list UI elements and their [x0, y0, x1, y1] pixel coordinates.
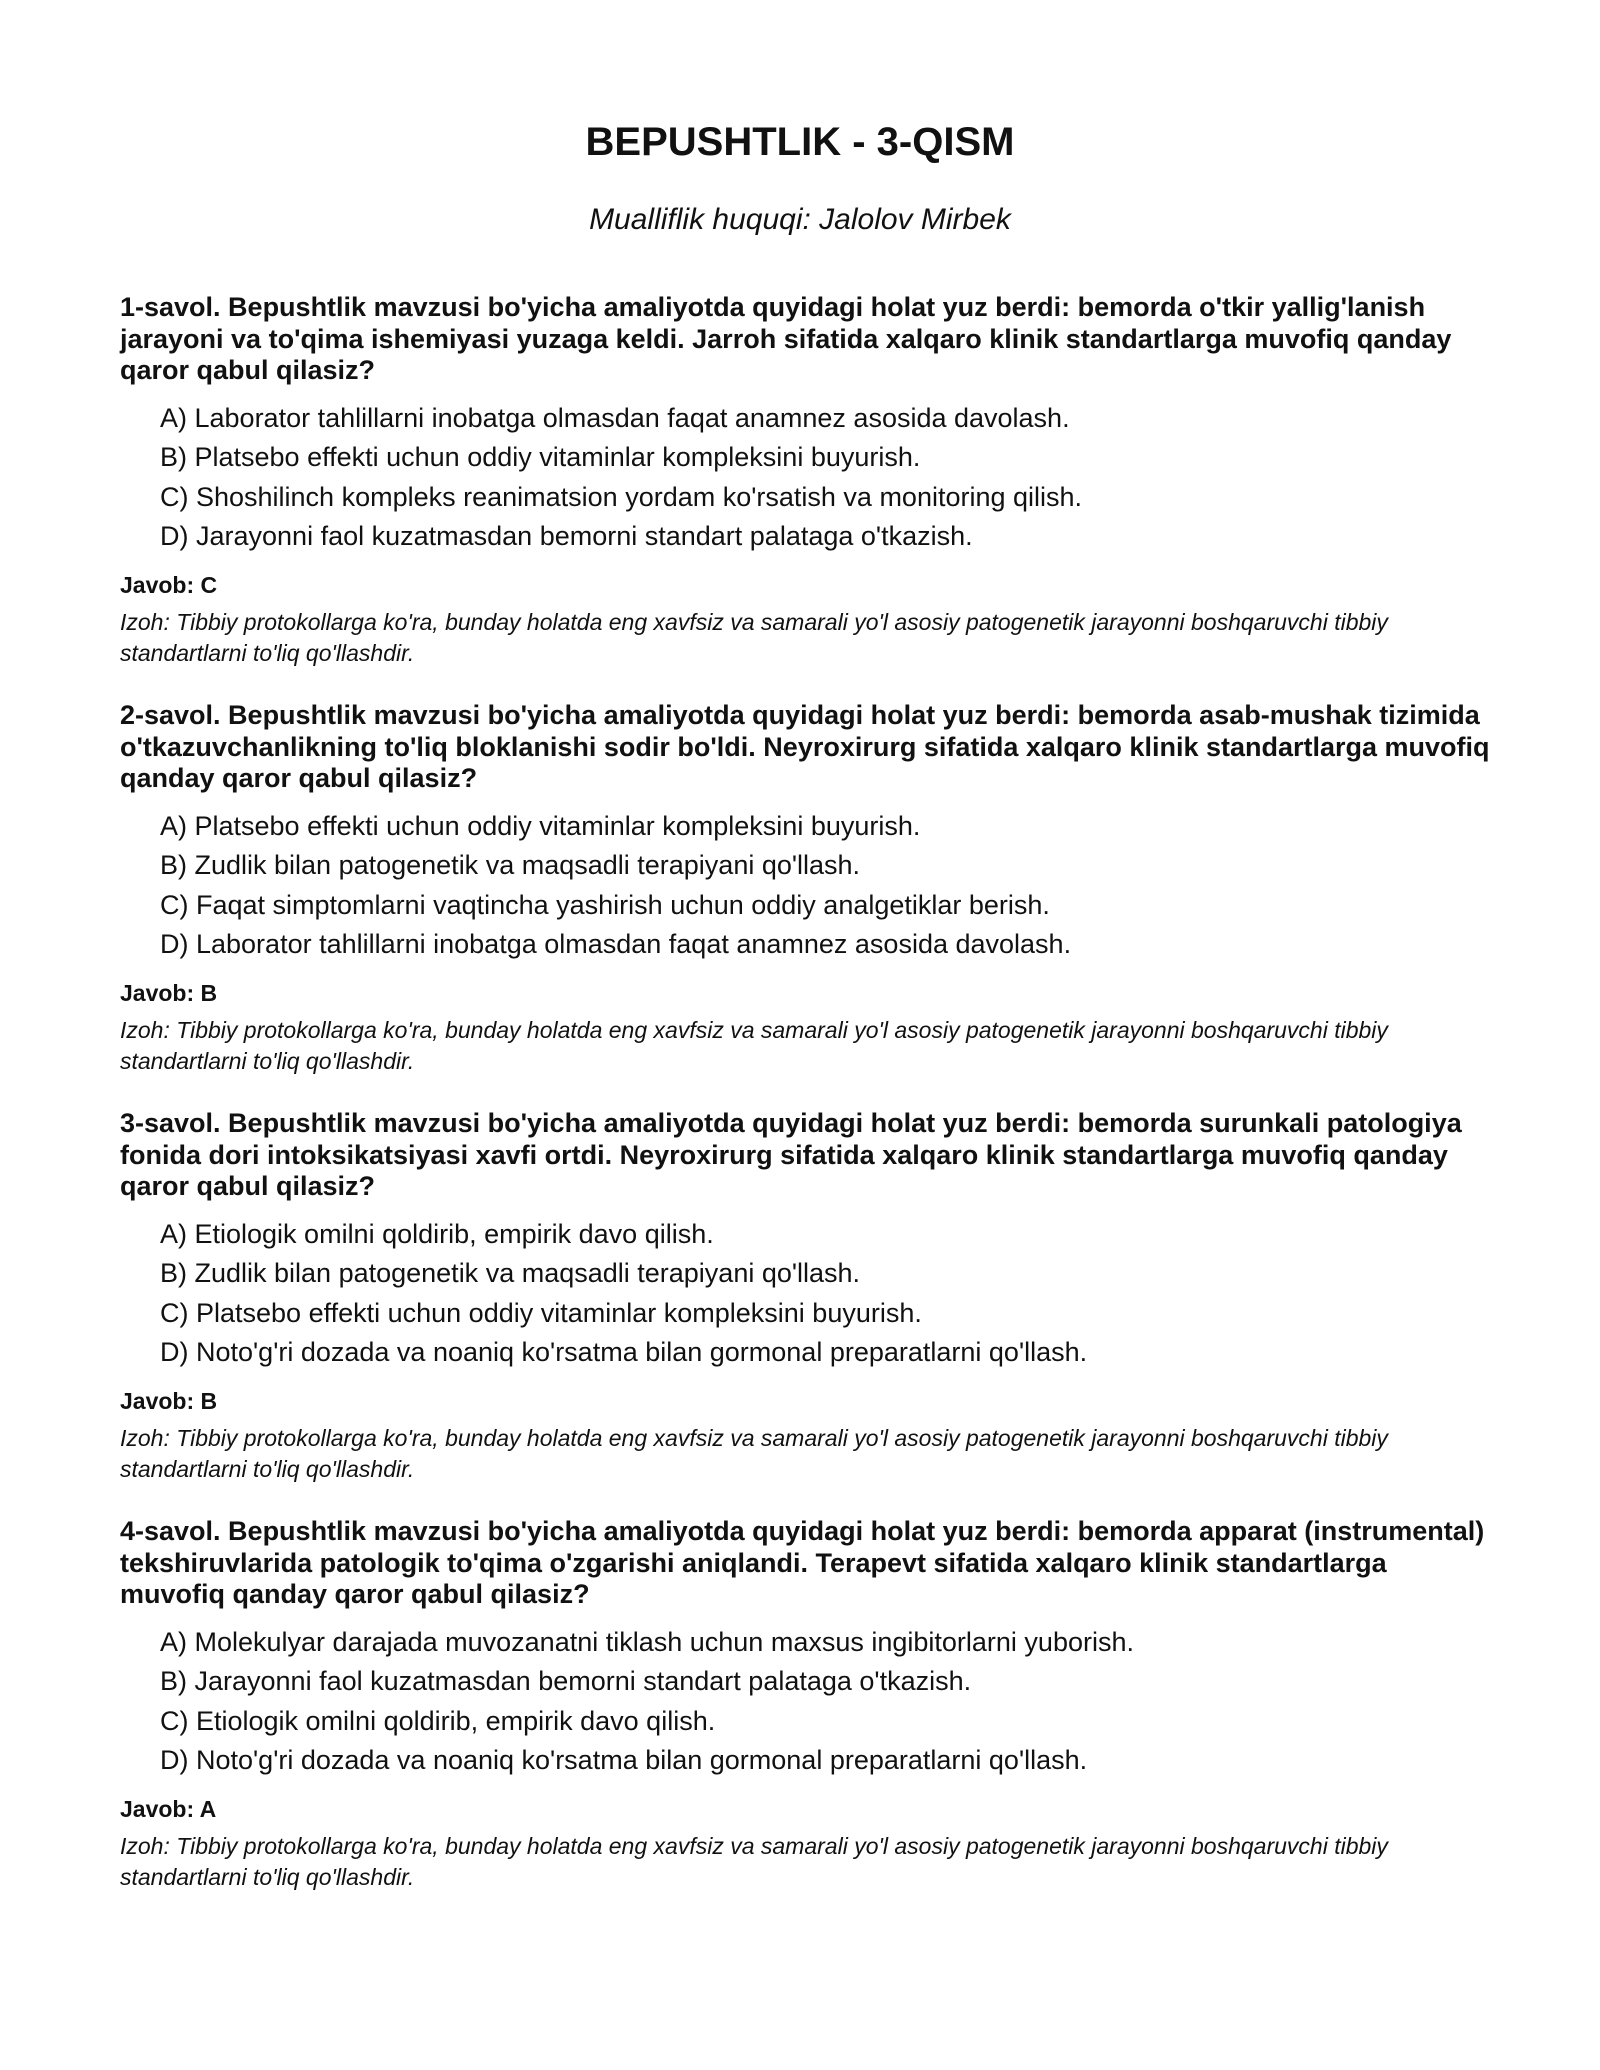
document-title: BEPUSHTLIK - 3-QISM [585, 120, 1015, 164]
option-c: C) Etiologik omilni qoldirib, empirik davo qilish. [160, 1705, 716, 1736]
answer-options [120, 1215, 1490, 1373]
answer-key: Javob: C [120, 571, 218, 598]
option-d: D) Jarayonni faol kuzatmasdan bemorni standart palataga o'tkazish. [160, 521, 973, 551]
question-text: 3-savol. Bepushtlik mavzusi bo'yicha amaliyotda quyidagi holat yuz berdi: bemorda surunkali patologiya fonida dori intoksikatsiyasi xavfi ortdi. Neyroxirurg sifatida xalqaro klinik standartlarga muvofiq qanday qaror qabul qilasiz? [120, 1108, 1462, 1201]
question-block-3 [120, 1108, 1490, 1485]
option-c: C) Platsebo effekti uchun oddiy vitaminlar kompleksini buyurish. [160, 1297, 922, 1328]
answer-options [120, 1623, 1490, 1781]
option-b: B) Platsebo effekti uchun oddiy vitaminlar kompleksini buyurish. [160, 442, 921, 472]
option-c: C) Shoshilinch kompleks reanimatsion yordam ko'rsatish va monitoring qilish. [160, 481, 1083, 512]
answer-options [120, 807, 1490, 965]
option-b: B) Zudlik bilan patogenetik va maqsadli terapiyani qo'llash. [160, 1258, 861, 1288]
question-block-1 [120, 292, 1490, 669]
option-c: C) Faqat simptomlarni vaqtincha yashirish uchun oddiy analgetiklar berish. [160, 889, 1050, 920]
question-block-4 [120, 1516, 1490, 1893]
question-text: 4-savol. Bepushtlik mavzusi bo'yicha amaliyotda quyidagi holat yuz berdi: bemorda apparat (instrumental) tekshiruvlarida patologik to'qima o'zgarishi aniqlandi. Terapevt sifatida xalqaro klinik standartlarga muvofiq qanday qaror qabul qilasiz? [120, 1516, 1485, 1609]
explanation-note: Izoh: Tibbiy protokollarga ko'ra, bunday holatda eng xavfsiz va samarali yo'l asosiy patogenetik jarayonni boshqaruvchi tibbiy standartlarni to'liq qo'llashdir. [120, 1424, 1388, 1482]
explanation-note: Izoh: Tibbiy protokollarga ko'ra, bunday holatda eng xavfsiz va samarali yo'l asosiy patogenetik jarayonni boshqaruvchi tibbiy standartlarni to'liq qo'llashdir. [120, 1016, 1388, 1074]
answer-key: Javob: B [120, 979, 218, 1006]
explanation-note: Izoh: Tibbiy protokollarga ko'ra, bunday holatda eng xavfsiz va samarali yo'l asosiy patogenetik jarayonni boshqaruvchi tibbiy standartlarni to'liq qo'llashdir. [120, 1832, 1388, 1890]
answer-key: Javob: A [120, 1795, 217, 1822]
question-text: 2-savol. Bepushtlik mavzusi bo'yicha amaliyotda quyidagi holat yuz berdi: bemorda asab-mushak tizimida o'tkazuvchanlikning to'liq bloklanishi sodir bo'ldi. Neyroxirurg sifatida xalqaro klinik standartlarga muvofiq qanday qaror qabul qilasiz? [120, 700, 1490, 793]
question-block-2 [120, 700, 1490, 1077]
document-subtitle: Mualliflik huquqi: Jalolov Mirbek [589, 203, 1011, 236]
option-a: A) Laborator tahlillarni inobatga olmasdan faqat anamnez asosida davolash. [160, 402, 1070, 433]
option-d: D) Noto'g'ri dozada va noaniq ko'rsatma bilan gormonal preparatlarni qo'llash. [160, 1337, 1088, 1367]
option-b: B) Jarayonni faol kuzatmasdan bemorni standart palataga o'tkazish. [160, 1666, 972, 1696]
option-a: A) Etiologik omilni qoldirib, empirik davo qilish. [160, 1218, 714, 1249]
option-b: B) Zudlik bilan patogenetik va maqsadli terapiyani qo'llash. [160, 850, 861, 880]
option-a: A) Molekulyar darajada muvozanatni tiklash uchun maxsus ingibitorlarni yuborish. [160, 1626, 1134, 1657]
option-a: A) Platsebo effekti uchun oddiy vitaminlar kompleksini buyurish. [160, 810, 921, 841]
answer-options [120, 399, 1490, 557]
option-d: D) Noto'g'ri dozada va noaniq ko'rsatma bilan gormonal preparatlarni qo'llash. [160, 1745, 1088, 1775]
option-d: D) Laborator tahlillarni inobatga olmasdan faqat anamnez asosida davolash. [160, 929, 1072, 959]
answer-key: Javob: B [120, 1387, 218, 1414]
question-text: 1-savol. Bepushtlik mavzusi bo'yicha amaliyotda quyidagi holat yuz berdi: bemorda o'tkir yallig'lanish jarayoni va to'qima ishemiyasi yuzaga keldi. Jarroh sifatida xalqaro klinik standartlarga muvofiq qanday qaror qabul qilasiz? [120, 292, 1452, 385]
explanation-note: Izoh: Tibbiy protokollarga ko'ra, bunday holatda eng xavfsiz va samarali yo'l asosiy patogenetik jarayonni boshqaruvchi tibbiy standartlarni to'liq qo'llashdir. [120, 608, 1388, 666]
